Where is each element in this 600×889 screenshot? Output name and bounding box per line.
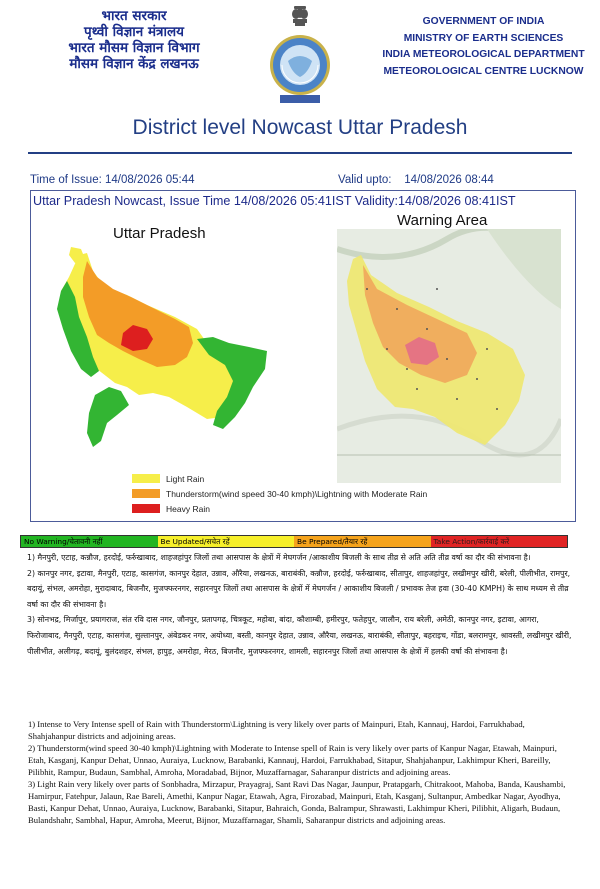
hindi-header-line: भारत सरकार bbox=[101, 8, 167, 24]
national-emblem-icon bbox=[292, 6, 308, 26]
hindi-forecast-item: 3) सोनभद्र, मिर्जापुर, प्रयागराज, संत रवि दास नगर, जौनपुर, प्रतापगढ़, चित्रकूट, महोबा, बांदा, कौशाम्बी, हमीरपुर, फतेहपुर, जालौन, राय बरेली, अमेठी, कानपुर नगर, इटावा, आगरा, फिरोजाबाद, मैनपुरी, एटाह, कासगंज, सुल्तानपुर, अंबेडकर नगर, अयोध्या, बस्ती, कानपुर देहात, उन्नाव, औरैया, लखनऊ, बाराबंकी, सीतापुर, बहराइच, गोंडा, बलरामपुर, श्रावस्ती, लखीमपुर खीरी, पीलीभीत, अलीगढ़, बदायूं, बुलंदशहर, संभल, हापुड़, अमरोहा, मेरठ, बिजनौर, मुजफ्फरनगर, शामली, सहारनपुर जिलों तथा आसपास के क्षेत्रों में हलकी वर्षा की संभावना है। bbox=[27, 615, 572, 656]
legend-swatch bbox=[132, 474, 160, 483]
hindi-header-line: मौसम विज्ञान केंद्र लखनऊ bbox=[69, 56, 199, 72]
legend-label: Thunderstorm(wind speed 30-40 kmph)\Lightning with Moderate Rain bbox=[166, 488, 428, 499]
english-header-line: GOVERNMENT OF INDIA bbox=[422, 16, 545, 27]
title-divider bbox=[28, 152, 572, 154]
english-forecast-item: 2) Thunderstorm(wind speed 30-40 kmph)\Lightning with Moderate to Intense spell of Rain is very likely over parts of Kanpur Nagar, Etawah, Mainpuri, Etah, Kasganj, Kanpur Dehat, Unnao, Auraiya, Lucknow, Barabanki, Kannauj, Hardoi, Farrukhabad, Sitapur, Shahjahanpur, Lakhimpur Kheri, Bareilly, Pilibhit, Rampur, Budaun, Sambhal, Amroha, Moradabad, Bijnor, Muzaffarnagar, Saharanpur districts and adjoining areas. bbox=[28, 743, 557, 777]
english-header bbox=[381, 14, 586, 80]
time-of-issue: Time of Issue: 14/08/2026 05:44 bbox=[30, 174, 195, 186]
hindi-forecast-item: 2) कानपुर नगर, इटावा, मैनपुरी, एटाह, कासगंज, कानपुर देहात, उन्नाव, औरैया, लखनऊ, बाराबंकी, कन्नौज, हरदोई, फर्रुखाबाद, सीतापुर, शाहजहांपुर, लखीमपुर खीरी, बरेली, पीलीभीत, रामपुर, बदायूं, संभल, अमरोहा, मुरादाबाद, बिजनौर, मुजफ्फरनगर, सहारनपुर जिलों तथा आसपास के क्षेत्रों में मेघगर्जन / आकाशीय बिजली / प्रभावक तेज हवा (30-40 KMPH) के साथ मध्यम से तीव्र वर्षा का दौर की संभावना है। bbox=[27, 568, 571, 609]
page-title: District level Nowcast Uttar Pradesh bbox=[132, 116, 468, 139]
legend-item-thunderstorm bbox=[132, 486, 427, 501]
english-forecast-item: 1) Intense to Very Intense spell of Rain with Thunderstorm\Lightning is very likely over parts of Mainpuri, Etah, Kannauj, Hardoi, Farrukhabad, Shahjahanpur districts and adjoining areas. bbox=[28, 719, 525, 741]
left-map-title: Uttar Pradesh bbox=[113, 225, 206, 242]
warning-level-no-warning: No Warning/चेतावनी नहीं bbox=[21, 536, 158, 547]
english-header-line: MINISTRY OF EARTH SCIENCES bbox=[403, 32, 564, 44]
warning-area-map bbox=[337, 229, 561, 483]
legend-item-heavy-rain bbox=[132, 501, 427, 516]
legend-swatch bbox=[132, 504, 160, 513]
legend-label: Heavy Rain bbox=[166, 503, 210, 514]
hindi-header bbox=[34, 8, 234, 72]
warning-level-take-action: Take Action/कार्रवाई करें bbox=[431, 536, 568, 547]
map-legend bbox=[132, 471, 427, 516]
hindi-forecast-item: 1) मैनपुरी, एटाह, कन्नौज, हरदोई, फर्रुखाबाद, शाहजहांपुर जिलों तथा आसपास के क्षेत्रों में मेघगर्जन /आकाशीय बिजली के साथ तीव्र से अति अति तीव्र वर्षा का दौर की संभावना है। bbox=[27, 553, 531, 562]
no-warning-region-south bbox=[87, 387, 129, 447]
hindi-forecast-text bbox=[27, 550, 573, 659]
english-forecast-text bbox=[28, 718, 574, 826]
english-header-line: METEOROLOGICAL CENTRE LUCKNOW bbox=[383, 65, 584, 77]
warning-level-bar bbox=[20, 535, 568, 548]
right-map-title: Warning Area bbox=[397, 212, 488, 229]
legend-label: Light Rain bbox=[166, 473, 205, 484]
warning-level-be-prepared: Be Prepared/तैयार रहें bbox=[294, 536, 431, 547]
legend-swatch bbox=[132, 489, 160, 498]
hindi-header-line: भारत मौसम विज्ञान विभाग bbox=[68, 40, 200, 56]
english-forecast-item: 3) Light Rain very likely over parts of Sonbhadra, Mirzapur, Prayagraj, Sant Ravi Das Nagar, Jaunpur, Pratapgarh, Chitrakoot, Mahoba, Banda, Kaushambi, Hamirpur, Fatehpur, Jalaun, Rae Bareli, Amethi, Kanpur Nagar, Etawah, Agra, Firozabad, Mainpuri, Etah, Kasganj, Sultanpur, Ambedkar Nagar, Ayodhya, Basti, Kanpur Dehat, Unnao, Auraiya, Lucknow, Barabanki, Sitapur, Bahraich, Gonda, Balrampur, Shrawasti, Lakhimpur Kheri, Pilibhit, Aligarh, Budaun, Bulandshahr, Sambhal, Hapur, Amroha, Meerut, Bijnor, Muzaffarnagar, Shamli, Saharanpur districts and adjoining areas. bbox=[28, 779, 566, 825]
hindi-header-line: पृथ्वी विज्ञान मंत्रालय bbox=[84, 24, 184, 40]
english-header-line: INDIA METEOROLOGICAL DEPARTMENT bbox=[382, 49, 585, 60]
valid-upto: Valid upto: 14/08/2026 08:44 bbox=[338, 174, 494, 186]
imd-emblem-logo bbox=[268, 3, 332, 107]
nowcast-panel-title: Uttar Pradesh Nowcast, Issue Time 14/08/2026 05:41IST Validity:14/08/2026 08:41IST bbox=[33, 194, 516, 208]
uttar-pradesh-map bbox=[57, 247, 287, 463]
warning-level-be-updated: Be Updated/सचेत रहें bbox=[158, 536, 295, 547]
nowcast-map-panel bbox=[30, 190, 576, 522]
legend-item-light-rain bbox=[132, 471, 427, 486]
